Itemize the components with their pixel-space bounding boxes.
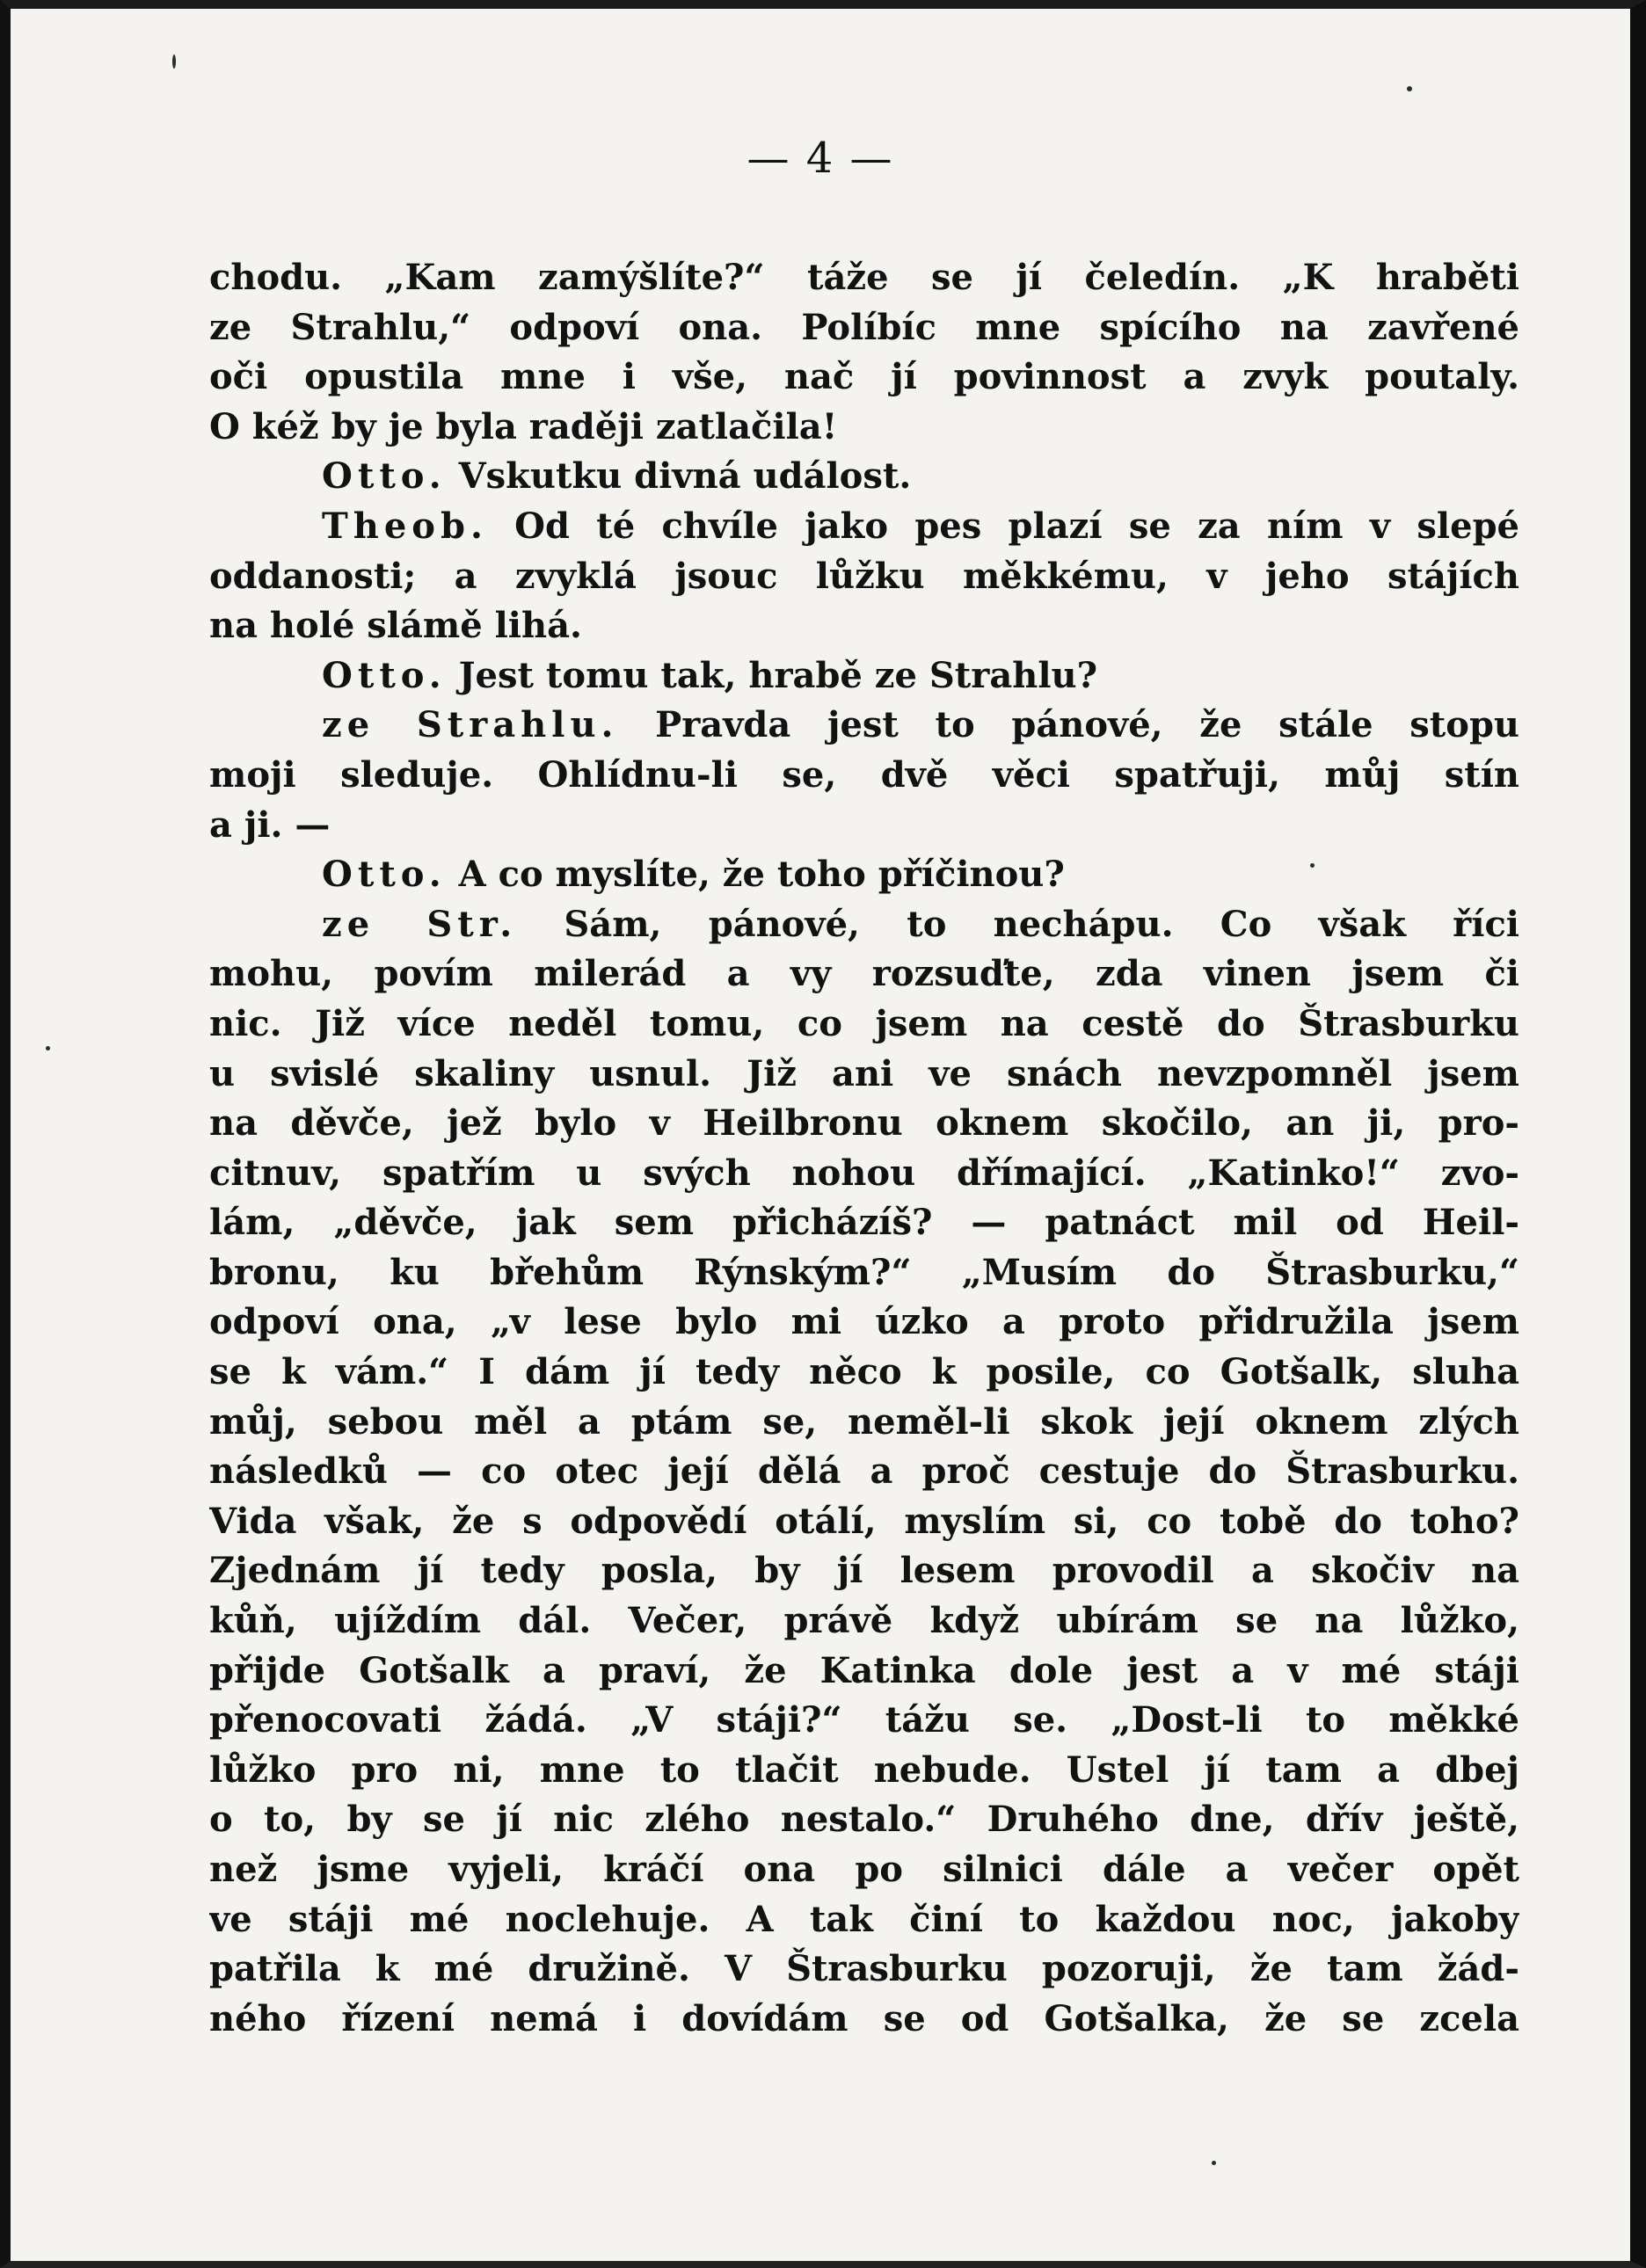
speaker-name: Theob.	[322, 505, 488, 547]
line-text: O kéž by je byla raději zatlačila!	[209, 405, 838, 447]
line-text: na holé slámě lihá.	[209, 605, 582, 647]
text-line	[209, 1099, 1519, 1149]
line-text: lůžko pro ni, mne to tlačit nebude. Ustel jí tam a dbej	[209, 1748, 1519, 1791]
text-line	[209, 949, 1519, 1000]
line-text: přijde Gotšalk a praví, že Katinka dole jest a v mé stáji	[209, 1649, 1519, 1691]
text-line	[209, 1646, 1519, 1697]
text-line	[209, 353, 1519, 403]
text-line	[209, 1248, 1519, 1298]
line-text: Pravda jest to pánové, že stále stopu	[618, 704, 1519, 746]
line-text: u svislé skaliny usnul. Již ani ve snách nevzpomněl jsem	[209, 1052, 1519, 1094]
text-line	[209, 1696, 1519, 1746]
text-line	[209, 1497, 1519, 1547]
text-line	[209, 1348, 1519, 1398]
line-text: a ji. —	[209, 803, 331, 846]
text-line	[209, 1000, 1519, 1050]
line-text: Zjednám jí tedy posla, by jí lesem provodil a skočiv na	[209, 1550, 1519, 1592]
text-line	[209, 900, 1519, 950]
text-line	[209, 403, 1519, 453]
text-line	[209, 253, 1519, 303]
line-text: Vskutku divná událost.	[446, 455, 912, 498]
line-text: Vida však, že s odpovědí otálí, myslím si, co tobě do toho?	[209, 1500, 1519, 1542]
text-line	[209, 1895, 1519, 1945]
line-text: na děvče, jež bylo v Heilbronu oknem skočilo, an ji, pro-	[209, 1102, 1519, 1145]
line-text: Od té chvíle jako pes plazí se za ním v slepé	[487, 505, 1519, 547]
text-line	[209, 552, 1519, 602]
speaker-name: ze Str.	[322, 903, 518, 945]
text-line	[209, 651, 1519, 701]
line-text: ného řízení nemá i dovídám se od Gotšalka, že se zcela	[209, 1997, 1519, 2039]
line-text: Sám, pánové, to nechápu. Co však říci	[517, 903, 1519, 945]
line-text: ze Strahlu,“ odpoví ona. Políbíc mne spícího na zavřené	[209, 306, 1519, 348]
text-line	[209, 1398, 1519, 1448]
text-line	[209, 1447, 1519, 1497]
speaker-name: ze Strahlu.	[322, 704, 619, 746]
line-text: než jsme vyjeli, kráčí ona po silnici dále a večer opět	[209, 1849, 1519, 1890]
text-line	[209, 751, 1519, 801]
line-text: nic. Již více neděl tomu, co jsem na cestě do Štrasburku	[209, 1002, 1519, 1044]
print-speck	[172, 55, 176, 69]
line-text: se k vám.“ I dám jí tedy něco k posile, co Gotšalk, sluha	[209, 1351, 1519, 1393]
text-line	[209, 701, 1519, 751]
line-text: chodu. „Kam zamýšlíte?“ táže se jí čeledín. „K hraběti	[209, 257, 1519, 298]
print-speck	[46, 1046, 50, 1050]
text-line	[209, 601, 1519, 651]
speaker-name: Otto.	[322, 854, 447, 896]
text-line	[209, 1546, 1519, 1596]
speaker-name: Otto.	[322, 654, 447, 696]
page-number: — 4 —	[747, 134, 894, 183]
line-text: o to, by se jí nic zlého nestalo.“ Druhého dne, dřív ještě,	[209, 1799, 1519, 1841]
line-text: bronu, ku břehům Rýnským?“ „Musím do Štrasburku,“	[209, 1251, 1519, 1293]
line-text: Jest tomu tak, hrabě ze Strahlu?	[446, 654, 1098, 696]
line-text: následků — co otec její dělá a proč cestuje do Štrasburku.	[209, 1450, 1519, 1493]
print-speck	[1212, 2161, 1216, 2165]
text-line	[209, 1298, 1519, 1348]
line-text: kůň, ujíždím dál. Večer, právě když ubírám se na lůžko,	[209, 1600, 1519, 1642]
text-line	[209, 303, 1519, 353]
text-line	[209, 452, 1519, 502]
text-line	[209, 801, 1519, 851]
text-line	[209, 1845, 1519, 1895]
text-line	[209, 1596, 1519, 1646]
text-line	[209, 1198, 1519, 1248]
line-text: moji sleduje. Ohlídnu-li se, dvě věci spatřuji, můj stín	[209, 753, 1519, 796]
line-text: mohu, povím milerád a vy rozsuďte, zda vinen jsem či	[209, 953, 1519, 995]
print-speck	[1407, 86, 1412, 91]
line-text: patřila k mé družině. V Štrasburku pozoruji, že tam žád-	[209, 1948, 1519, 1990]
line-text: citnuv, spatřím u svých nohou dřímající. „Katinko!“ zvo-	[209, 1152, 1519, 1194]
line-text: ve stáji mé noclehuje. A tak činí to každou noc, jakoby	[209, 1898, 1519, 1940]
line-text: přenocovati žádá. „V stáji?“ tážu se. „Dost-li to měkké	[209, 1699, 1519, 1741]
page-body-text	[209, 253, 1519, 2044]
line-text: odpoví ona, „v lese bylo mi úzko a proto přidružila jsem	[209, 1301, 1519, 1343]
text-line	[209, 1795, 1519, 1845]
line-text: můj, sebou měl a ptám se, neměl-li skok její oknem zlých	[209, 1400, 1519, 1443]
text-line	[209, 1995, 1519, 2045]
line-text: oči opustila mne i vše, nač jí povinnost a zvyk poutaly.	[209, 356, 1519, 398]
text-line	[209, 1149, 1519, 1199]
text-line	[209, 850, 1519, 900]
line-text: A co myslíte, že toho příčinou?	[446, 854, 1065, 896]
print-speck	[1310, 863, 1315, 868]
text-line	[209, 1945, 1519, 1995]
text-line	[209, 1746, 1519, 1796]
line-text: oddanosti; a zvyklá jsouc lůžku měkkému, v jeho stájích	[209, 555, 1519, 597]
speaker-name: Otto.	[322, 455, 447, 498]
text-line	[209, 502, 1519, 552]
line-text: lám, „děvče, jak sem přicházíš? — patnáct mil od Heil-	[209, 1202, 1519, 1244]
text-line	[209, 1050, 1519, 1100]
